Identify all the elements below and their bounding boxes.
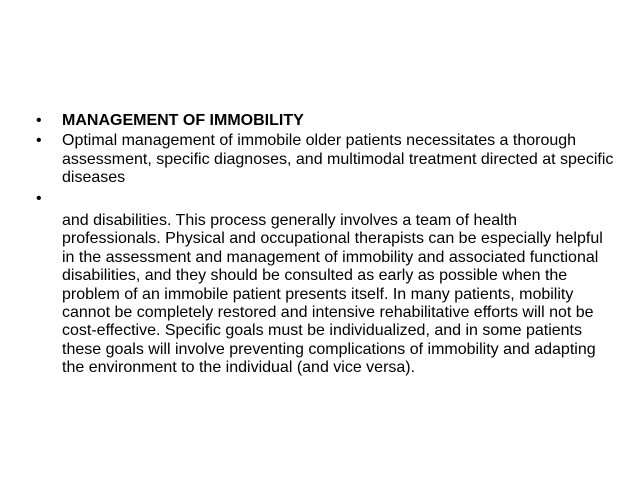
bullet-item-empty bbox=[34, 190, 619, 208]
bullet-item-heading bbox=[34, 112, 619, 130]
bullet-icon: • bbox=[36, 189, 42, 207]
bullet-icon: • bbox=[36, 132, 42, 150]
slide-heading: MANAGEMENT OF IMMOBILITY bbox=[62, 112, 304, 129]
bullet-list bbox=[34, 112, 619, 378]
continuation-paragraph: and disabilities. This process generally involves a team of health professionals. Physical and occupational therapists can be especially helpful in the assessment and management of immobility and associated functional disabilities, and they should be consulted as early as possible when the problem of an immobile patient presents itself. In many patients, mobility cannot be completely restored and intensive rehabilitative efforts will not be cost-effective. Specific goals must be individualized, and in some patients these goals will involve preventing complications of immobility and adapting the environment to the individual (and vice versa). bbox=[62, 212, 603, 377]
bullet-icon: • bbox=[36, 112, 42, 129]
bullet-item-intro bbox=[34, 132, 619, 187]
intro-text: Optimal management of immobile older patients necessitates a thorough assessment, specific diagnoses, and multimodal treatment directed at specific diseases bbox=[62, 132, 614, 187]
